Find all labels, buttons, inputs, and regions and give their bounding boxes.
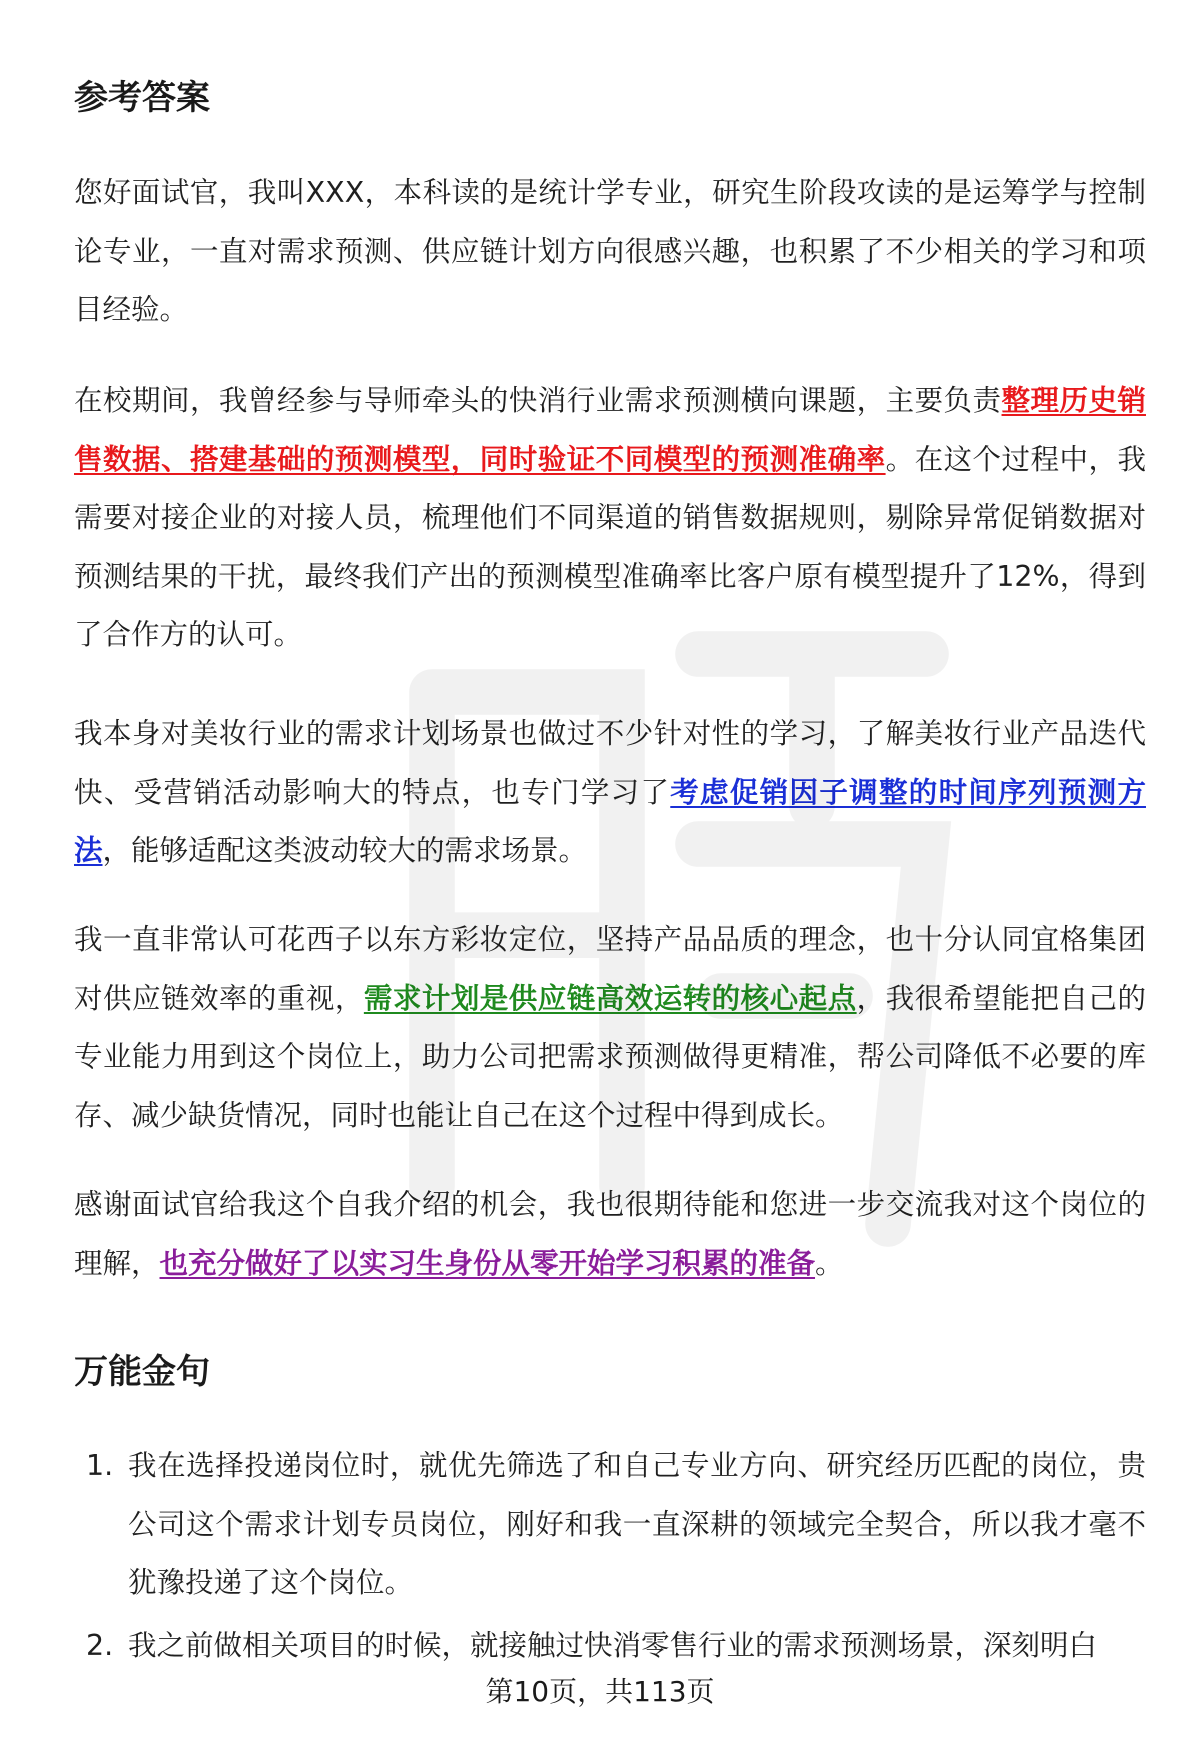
highlight-green: 需求计划是供应链高效运转的核心起点 xyxy=(363,981,857,1015)
page-footer: 第10页，共113页 xyxy=(485,1675,715,1708)
paragraph-text: 您好面试官，我叫XXX，本科读的是统计学专业，研究生阶段攻读的是运筹学与控制论专业，一直对需求预测、供应链计划方向很感兴趣，也积累了不少相关的学习和项目经验。 xyxy=(74,176,1146,326)
paragraph-school-project xyxy=(74,372,1146,665)
paragraph-intro xyxy=(74,164,1146,340)
list-item-number: 1. xyxy=(86,1449,114,1482)
list-item-text: 我在选择投递岗位时，就优先筛选了和自己专业方向、研究经历匹配的岗位，贵公司这个需求计划专员岗位，刚好和我一直深耕的领域完全契合，所以我才毫不犹豫投递了这个岗位。 xyxy=(128,1449,1146,1599)
list-item-number: 2. xyxy=(86,1628,114,1662)
highlight-red: 整理历史销售数据、搭建基础的预测模型，同时验证不同模型的预测准确率 xyxy=(74,384,1146,476)
paragraph-text: 。在这个过程中，我需要对接企业的对接人员，梳理他们不同渠道的销售数据规则，剔除异常促销数据对预测结果的干扰，最终我们产出的预测模型准确率比客户原有模型提升了12%，得到了合作方的认可。 xyxy=(74,442,1146,651)
list-item-text: 我之前做相关项目的时候，就接触过快消零售行业的需求预测场景，深刻明白 xyxy=(128,1628,1098,1662)
section-heading-answer: 参考答案 xyxy=(74,78,210,118)
paragraph-text: 。 xyxy=(815,1246,844,1280)
highlight-purple: 也充分做好了以实习生身份从零开始学习积累的准备 xyxy=(159,1246,816,1280)
list-item xyxy=(74,1617,1146,1676)
paragraph-text: 我本身对美妆行业的需求计划场景也做过不少针对性的学习，了解美妆行业产品迭代快、受营销活动影响大的特点，也专门学习了 xyxy=(74,717,1146,809)
paragraph-text: 在校期间，我曾经参与导师牵头的快消行业需求预测横向课题，主要负责 xyxy=(74,384,1002,417)
paragraph-closing xyxy=(74,1176,1146,1293)
paragraph-text: 感谢面试官给我这个自我介绍的机会，我也很期待能和您进一步交流我对这个岗位的理解， xyxy=(74,1188,1146,1280)
paragraph-text: ，我很希望能把自己的专业能力用到这个岗位上，助力公司把需求预测做得更精准，帮公司降低不必要的库存、减少缺货情况，同时也能让自己在这个过程中得到成长。 xyxy=(74,981,1146,1132)
paragraph-text: ，能够适配这类波动较大的需求场景。 xyxy=(102,834,588,867)
section-heading-golden: 万能金句 xyxy=(74,1352,210,1392)
paragraph-company-fit xyxy=(74,911,1146,1145)
paragraph-beauty-industry xyxy=(74,705,1146,881)
golden-sentence-list xyxy=(74,1437,1146,1679)
highlight-blue: 考虑促销因子调整的时间序列预测方法 xyxy=(74,775,1146,867)
paragraph-text: 我一直非常认可花西子以东方彩妆定位，坚持产品品质的理念，也十分认同宜格集团对供应链效率的重视， xyxy=(74,923,1146,1015)
list-item xyxy=(74,1437,1146,1613)
